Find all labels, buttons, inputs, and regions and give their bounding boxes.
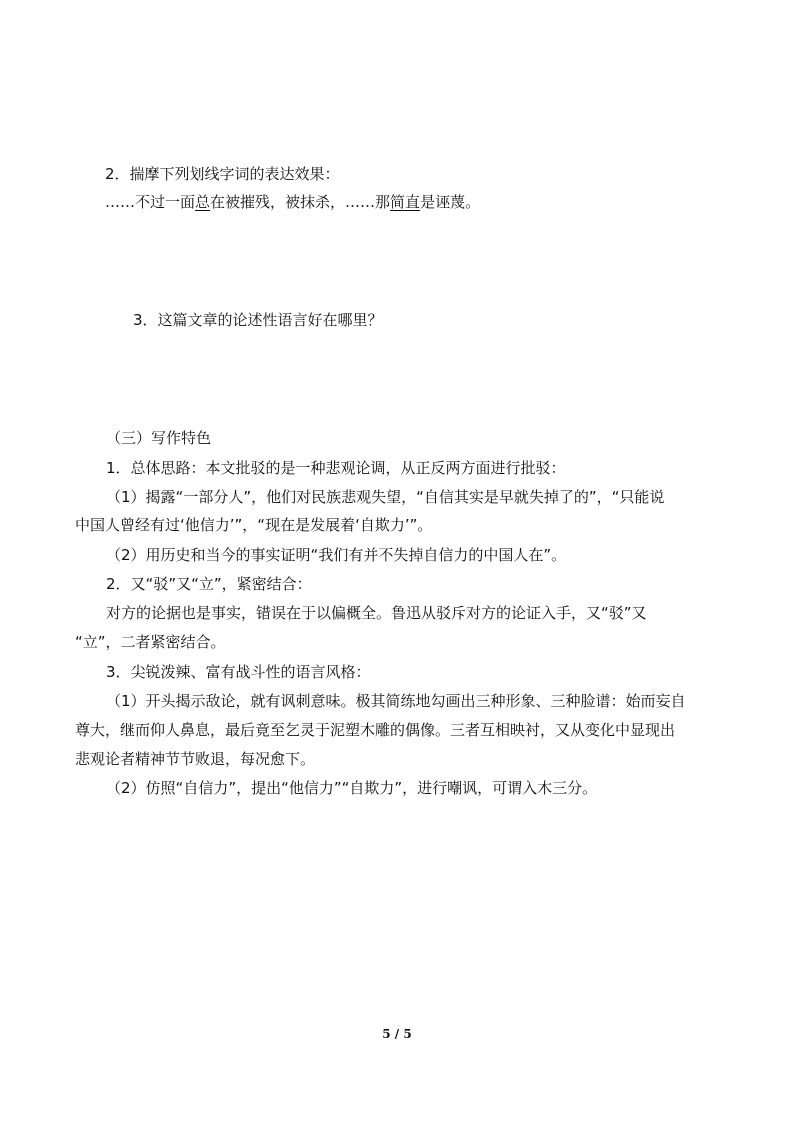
underlined-word-jianzhi: 简直 [390, 193, 421, 211]
question-2-prompt: 2．揣摩下列划线字词的表达效果： [105, 165, 340, 183]
point-3-sub-2: （2）仿照“自信力”，提出“他信力”“自欺力”，进行嘲讽，可谓入木三分。 [106, 779, 598, 797]
point-1-sub-1-line-1: （1）揭露“一部分人”，他们对民族悲观失望，“自信其实是早就失掉了的”，“只能说 [106, 488, 665, 506]
section-heading: （三）写作特色 [106, 429, 212, 447]
sentence-part-2: 在被摧残，被抹杀，……那 [210, 193, 391, 211]
point-3-title: 3．尖锐泼辣、富有战斗性的语言风格： [106, 663, 371, 681]
point-2-title: 2．又“驳”又“立”，紧密结合： [106, 575, 312, 593]
point-1-sub-1-line-2: 中国人曾经有过‘他信力’”，“现在是发展着‘自欺力’”。 [75, 516, 433, 534]
point-1-sub-2: （2）用历史和当今的事实证明“我们有并不失掉自信力的中国人在”。 [106, 546, 567, 564]
question-2-sentence [105, 192, 480, 212]
point-1-title: 1．总体思路：本文批驳的是一种悲观论调，从正反两方面进行批驳： [106, 459, 566, 477]
sentence-part-1: ……不过一面 [105, 193, 196, 211]
point-3-sub-1-line-2: 尊大，继而仰人鼻息，最后竟至乞灵于泥塑木雕的偶像。三者互相映衬，又从变化中显现出 [75, 721, 676, 739]
point-2-line-2: “立”，二者紧密结合。 [75, 633, 226, 651]
underlined-word-zong: 总 [195, 193, 211, 211]
question-3-prompt: 3．这篇文章的论述性语言好在哪里？ [133, 311, 383, 329]
sentence-part-3: 是诬蔑。 [420, 193, 481, 211]
page-number: 5 / 5 [382, 1027, 412, 1041]
point-3-sub-1-line-3: 悲观论者精神节节败退，每况愈下。 [75, 750, 316, 768]
point-3-sub-1-line-1: （1）开头揭示敌论，就有讽刺意味。极其简练地勾画出三种形象、三种脸谱：始而妄自 [106, 692, 686, 710]
point-2-line-1: 对方的论据也是事实，错误在于以偏概全。鲁迅从驳斥对方的论证入手，又“驳”又 [106, 604, 647, 622]
